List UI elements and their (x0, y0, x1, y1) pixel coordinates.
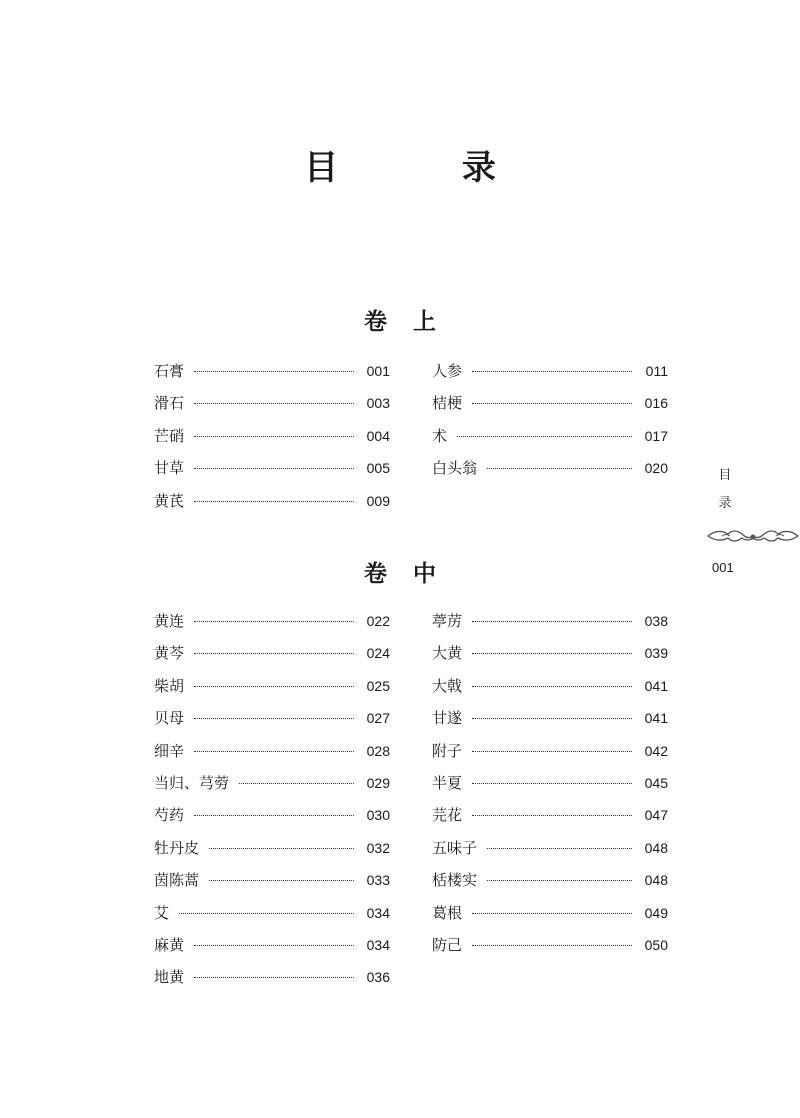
toc-entry[interactable] (154, 740, 390, 772)
toc-entry-title: 芍药 (154, 806, 185, 825)
page-title: 目 录 (304, 148, 552, 188)
toc-entry[interactable] (154, 934, 390, 966)
toc-entry-title: 黄连 (154, 612, 185, 630)
toc-entry-title: 牡丹皮 (154, 838, 200, 857)
toc-entry-title: 茵陈蒿 (154, 871, 200, 890)
toc-entry-page: 004 (366, 427, 390, 444)
dot-leader (194, 403, 354, 404)
toc-entry-page: 011 (645, 363, 668, 379)
toc-entry[interactable] (154, 966, 390, 998)
toc-entry-title: 黄芪 (154, 491, 185, 510)
cloud-ornament-icon (706, 526, 800, 546)
toc-entry-page: 024 (366, 645, 390, 662)
toc-entry-page: 020 (644, 460, 668, 477)
dot-leader (194, 371, 354, 372)
toc-entry-page: 048 (644, 839, 668, 856)
toc-entry-title: 附子 (432, 741, 463, 760)
toc-entry-title: 葶苈 (432, 612, 463, 630)
toc-entry-title: 黄芩 (154, 644, 185, 663)
toc-entry[interactable] (154, 837, 390, 869)
toc-entry[interactable] (154, 360, 390, 392)
toc-entry[interactable] (432, 675, 668, 707)
toc-middle-right (432, 610, 668, 966)
toc-entry-page: 047 (644, 807, 668, 824)
toc-entry-title: 桔梗 (432, 394, 463, 413)
toc-entry[interactable] (154, 610, 390, 642)
toc-entry[interactable] (432, 804, 668, 836)
dot-leader (472, 751, 632, 752)
dot-leader (472, 371, 632, 372)
toc-entry[interactable] (154, 490, 390, 522)
toc-entry[interactable] (432, 869, 668, 901)
toc-entry-page: 005 (366, 460, 390, 477)
toc-entry-title: 葛根 (432, 903, 463, 922)
toc-entry[interactable] (432, 457, 668, 489)
toc-entry[interactable] (432, 902, 668, 934)
toc-entry[interactable] (432, 392, 668, 424)
toc-entry-page: 029 (366, 774, 390, 791)
dot-leader (472, 913, 632, 914)
dot-leader (194, 751, 354, 752)
toc-entry-page: 025 (366, 677, 390, 694)
dot-leader (487, 880, 632, 881)
toc-entry[interactable] (432, 610, 668, 642)
toc-entry[interactable] (432, 740, 668, 772)
dot-leader (194, 621, 354, 622)
toc-entry-title: 五味子 (432, 838, 478, 857)
section-title-upper: 卷上 (364, 308, 462, 335)
toc-entry-page: 003 (366, 395, 390, 412)
toc-entry[interactable] (432, 837, 668, 869)
toc-entry[interactable] (154, 772, 390, 804)
toc-entry-page: 016 (644, 395, 668, 412)
toc-entry-title: 术 (432, 426, 448, 445)
toc-entry-page: 049 (644, 904, 668, 921)
dot-leader (194, 686, 354, 687)
toc-entry[interactable] (154, 425, 390, 457)
toc-entry-page: 009 (366, 492, 390, 509)
toc-entry-page: 034 (366, 904, 390, 921)
dot-leader (472, 815, 632, 816)
toc-entry[interactable] (432, 772, 668, 804)
toc-entry[interactable] (432, 934, 668, 966)
toc-entry-title: 石膏 (154, 362, 185, 380)
running-header-char-2: 录 (718, 496, 732, 511)
toc-entry-page: 034 (366, 936, 390, 953)
dot-leader (472, 945, 632, 946)
dot-leader (457, 436, 632, 437)
toc-entry-title: 大黄 (432, 644, 463, 663)
toc-entry-page: 041 (644, 710, 668, 727)
toc-entry-page: 039 (644, 645, 668, 662)
dot-leader (472, 718, 632, 719)
toc-entry-page: 042 (644, 742, 668, 759)
toc-entry-title: 贝母 (154, 709, 185, 728)
dot-leader (487, 468, 632, 469)
toc-entry-page: 048 (644, 872, 668, 889)
toc-entry-title: 甘草 (154, 459, 185, 478)
dot-leader (179, 913, 354, 914)
dot-leader (472, 783, 632, 784)
toc-entry-title: 芫花 (432, 806, 463, 825)
dot-leader (472, 653, 632, 654)
toc-entry-title: 细辛 (154, 741, 185, 760)
page-number: 001 (712, 560, 734, 575)
dot-leader (194, 815, 354, 816)
dot-leader (472, 686, 632, 687)
toc-entry-page: 032 (366, 839, 390, 856)
toc-entry-title: 柴胡 (154, 676, 185, 695)
toc-entry[interactable] (154, 869, 390, 901)
toc-entry-title: 甘遂 (432, 709, 463, 728)
toc-entry-title: 滑石 (154, 394, 185, 413)
toc-entry[interactable] (154, 392, 390, 424)
running-header (718, 462, 732, 518)
toc-entry-title: 大戟 (432, 676, 463, 695)
toc-entry-title: 艾 (154, 903, 170, 922)
toc-entry-title: 地黄 (154, 968, 185, 987)
toc-entry-title: 当归、芎䓖 (154, 773, 230, 792)
toc-entry-title: 栝楼实 (432, 871, 478, 890)
toc-entry[interactable] (154, 457, 390, 489)
toc-entry-page: 001 (366, 363, 390, 379)
toc-entry-page: 045 (644, 774, 668, 791)
dot-leader (194, 468, 354, 469)
toc-entry-page: 033 (366, 872, 390, 889)
toc-entry[interactable] (154, 707, 390, 739)
toc-entry-page: 036 (366, 969, 390, 986)
dot-leader (239, 783, 354, 784)
dot-leader (194, 945, 354, 946)
dot-leader (194, 718, 354, 719)
dot-leader (472, 621, 632, 622)
dot-leader (487, 848, 632, 849)
toc-entry[interactable] (432, 360, 668, 392)
toc-entry-page: 027 (366, 710, 390, 727)
toc-entry[interactable] (432, 707, 668, 739)
dot-leader (209, 880, 354, 881)
toc-entry-page: 050 (644, 936, 668, 953)
toc-middle-left (154, 610, 390, 999)
toc-entry-title: 白头翁 (432, 459, 478, 478)
dot-leader (194, 653, 354, 654)
toc-upper-left (154, 360, 390, 522)
toc-entry-title: 人参 (432, 362, 463, 380)
dot-leader (472, 403, 632, 404)
toc-entry-title: 麻黄 (154, 935, 185, 954)
toc-entry[interactable] (432, 425, 668, 457)
toc-entry[interactable] (154, 642, 390, 674)
running-header-char-1: 目 (718, 468, 732, 483)
toc-entry-page: 030 (366, 807, 390, 824)
toc-entry-page: 041 (644, 677, 668, 694)
toc-entry-title: 芒硝 (154, 426, 185, 445)
toc-entry-page: 022 (366, 613, 390, 629)
toc-entry[interactable] (154, 804, 390, 836)
toc-entry-page: 017 (644, 427, 668, 444)
toc-entry-title: 防己 (432, 935, 463, 954)
toc-entry-page: 028 (366, 742, 390, 759)
dot-leader (194, 436, 354, 437)
toc-entry[interactable] (154, 902, 390, 934)
toc-entry[interactable] (154, 675, 390, 707)
dot-leader (194, 977, 354, 978)
toc-upper-right (432, 360, 668, 490)
section-title-middle: 卷中 (364, 560, 462, 587)
toc-entry-title: 半夏 (432, 773, 463, 792)
dot-leader (209, 848, 354, 849)
toc-entry[interactable] (432, 642, 668, 674)
toc-entry-page: 038 (644, 613, 668, 629)
dot-leader (194, 501, 354, 502)
